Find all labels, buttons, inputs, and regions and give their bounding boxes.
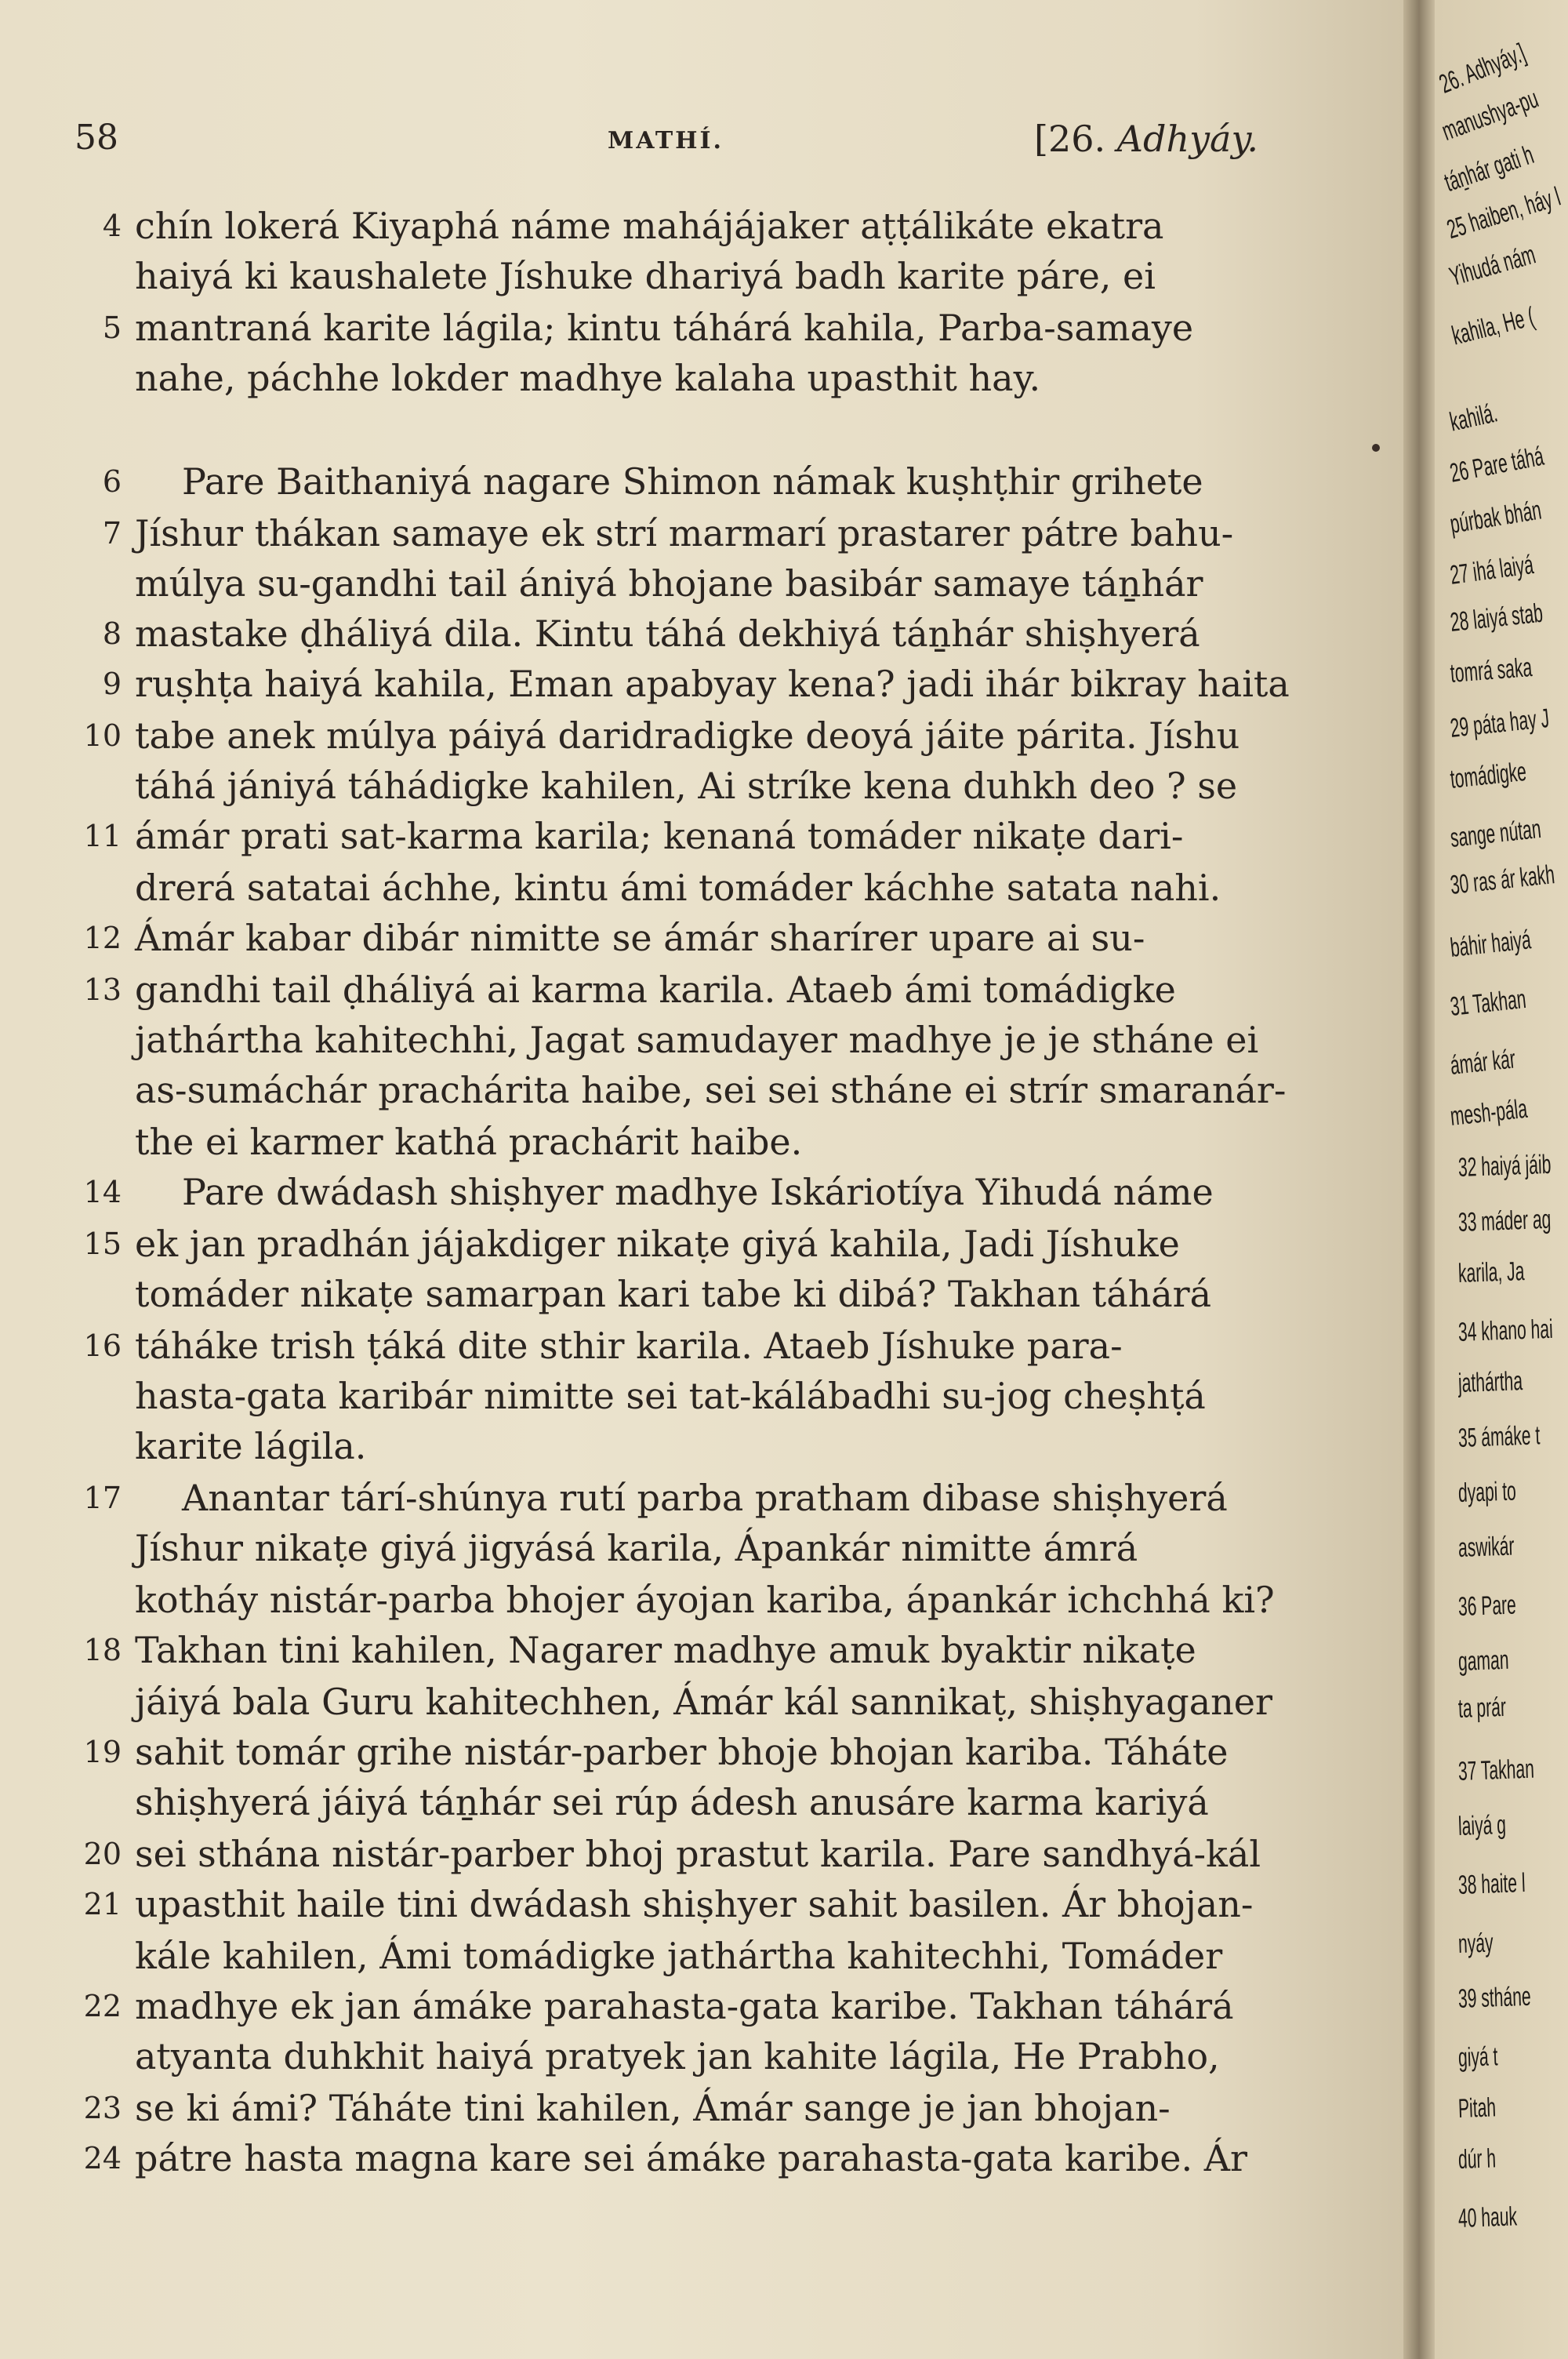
next-page-fragment: 35 ámáke t — [1457, 1420, 1541, 1453]
text-line: se ki ámi? Táháte tini kahilen, Ámár sange je jan bhojan- — [135, 2087, 1171, 2129]
next-page-fragment: 30 ras ár kakh — [1448, 860, 1556, 900]
next-page-fragment: laiyá g — [1457, 1809, 1507, 1841]
next-page-fragment: mesh-pála — [1448, 1093, 1529, 1132]
verse-number: 15 — [83, 1227, 122, 1261]
text-line: jathártha kahitechhi, Jagat samudayer madhye je je stháne ei — [135, 1019, 1259, 1061]
verse-number: 21 — [83, 1887, 122, 1921]
page-header — [74, 118, 1258, 165]
verse-number: 7 — [102, 516, 122, 551]
verse-number: 22 — [83, 1989, 122, 2023]
verse-number: 13 — [83, 972, 122, 1007]
verse-number: 18 — [83, 1633, 122, 1667]
next-page-fragment: 40 hauk — [1457, 2201, 1518, 2234]
next-page-fragment: 34 khano hai — [1457, 1314, 1554, 1347]
text-line: drerá satatai áchhe, kintu ámi tomáder káchhe satata nahi. — [135, 867, 1221, 909]
next-page-fragment: 33 máder ag — [1457, 1204, 1552, 1238]
next-page-fragment: 36 Pare — [1457, 1590, 1517, 1622]
text-line: sei sthána nistár-parber bhoj prastut karila. Pare sandhyá-kál — [135, 1833, 1261, 1875]
verse-number: 17 — [83, 1481, 122, 1515]
chapter-ref-prefix: [26. — [1034, 118, 1106, 160]
text-line: Pare Baithaniyá nagare Shimon námak kuṣhṭhir grihete — [182, 460, 1203, 503]
text-line: madhye ek jan ámáke parahasta-gata karibe. Takhan táhárá — [135, 1985, 1234, 2027]
next-page-fragment: Pitah — [1457, 2092, 1497, 2124]
text-line: Takhan tini kahilen, Nagarer madhye amuk byaktir nikaṭe — [135, 1629, 1196, 1671]
text-line: kále kahilen, Ámi tomádigke jathártha kahitechhi, Tomáder — [135, 1935, 1223, 1977]
text-line: ek jan pradhán jájakdiger nikaṭe giyá kahila, Jadi Jíshuke — [135, 1223, 1180, 1265]
next-page-fragment: dyapi to — [1457, 1476, 1517, 1508]
next-page-fragment: 25 haiben, háy l — [1443, 181, 1564, 245]
chapter-ref-word: Adhyáy. — [1116, 118, 1258, 160]
next-page-fragment: nyáy — [1457, 1928, 1494, 1959]
next-page-fragment: 26. Adhyáy.] — [1435, 38, 1530, 100]
text-line: táháke trish ṭáká dite sthir karila. Ataeb Jíshuke para- — [135, 1325, 1123, 1367]
text-line: as-sumáchár prachárita haibe, sei sei stháne ei strír smaranár- — [135, 1069, 1287, 1111]
verse-number: 10 — [83, 718, 122, 753]
next-page-fragment: kahila, He ( — [1449, 301, 1537, 351]
next-page-fragment: ámár kár — [1448, 1044, 1517, 1081]
next-page-fragment: giyá t — [1457, 2041, 1498, 2073]
next-page-fragment: púrbak bhán — [1447, 495, 1544, 540]
verse-number: 4 — [102, 209, 122, 243]
text-line: Anantar tárí-shúnya rutí parba pratham dibase shiṣhyerá — [182, 1477, 1228, 1519]
next-page-fragment: táṉhár gati h — [1440, 140, 1537, 198]
verse-number: 19 — [83, 1735, 122, 1769]
next-page-fragment: kahilá. — [1446, 398, 1501, 438]
next-page-fragment: tomádigke — [1448, 756, 1528, 794]
text-line: kotháy nistár-parba bhojer áyojan kariba, ápankár ichchhá ki? — [135, 1579, 1275, 1621]
verse-number: 16 — [83, 1329, 122, 1363]
next-page-fragment: báhir haiyá — [1448, 925, 1533, 963]
chapter-reference — [1034, 118, 1258, 160]
verse-number: 9 — [102, 667, 122, 701]
text-line: ámár prati sat-karma karila; kenaná tomáder nikaṭe dari- — [135, 815, 1184, 857]
text-line: shiṣhyerá jáiyá táṉhár sei rúp ádesh anusáre karma kariyá — [135, 1781, 1209, 1823]
text-line: nahe, páchhe lokder madhye kalaha upasthit hay. — [135, 357, 1041, 399]
book-page-right-edge — [1435, 0, 1568, 2359]
text-line: sahit tomár grihe nistár-parber bhoje bhojan kariba. Táháte — [135, 1731, 1229, 1773]
next-page-fragment: sange nútan — [1448, 813, 1543, 853]
text-line: Ámár kabar dibár nimitte se ámár sharírer upare ai su- — [135, 917, 1145, 959]
text-line: upasthit haile tini dwádash shiṣhyer sahit basilen. Ár bhojan- — [135, 1883, 1254, 1925]
next-page-fragment: jathártha — [1457, 1366, 1523, 1398]
verse-number: 23 — [83, 2091, 122, 2125]
next-page-fragment: 31 Takhan — [1448, 983, 1528, 1022]
running-title: MATHÍ. — [608, 127, 724, 154]
verse-number: 8 — [102, 616, 122, 651]
text-line: atyanta duhkhit haiyá pratyek jan kahite lágila, He Prabho, — [135, 2035, 1220, 2077]
text-line: tomáder nikaṭe samarpan kari tabe ki dibá? Takhan táhárá — [135, 1273, 1212, 1315]
text-line: pátre hasta magna kare sei ámáke parahasta-gata karibe. Ár — [135, 2137, 1247, 2179]
text-line: Jíshur nikaṭe giyá jigyásá karila, Ápankár nimitte ámrá — [135, 1527, 1138, 1569]
ink-speck — [1372, 444, 1380, 452]
next-page-fragment: ta prár — [1457, 1692, 1507, 1724]
next-page-fragment: karila, Ja — [1457, 1256, 1525, 1289]
text-line: táhá jániyá táhádigke kahilen, Ai stríke kena duhkh deo ? se — [135, 765, 1238, 807]
next-page-fragment: 37 Takhan — [1457, 1754, 1535, 1787]
next-page-fragment: dúr h — [1457, 2143, 1497, 2175]
verse-number: 20 — [83, 1837, 122, 1871]
next-page-fragment: 26 Pare táhá — [1447, 441, 1547, 489]
verse-number: 24 — [83, 2141, 122, 2175]
verse-number: 11 — [83, 819, 122, 853]
verse-number: 14 — [83, 1175, 122, 1209]
text-line: karite lágila. — [135, 1425, 367, 1467]
verse-number: 6 — [102, 464, 122, 499]
text-line: mantraná karite lágila; kintu táhárá kahila, Parba-samaye — [135, 307, 1194, 349]
text-line: Jíshur thákan samaye ek strí marmarí prastarer pátre bahu- — [135, 512, 1234, 554]
text-line: ruṣhṭa haiyá kahila, Eman apabyay kena? jadi ihár bikray haita — [135, 663, 1290, 705]
next-page-fragment: manushya-pu — [1438, 83, 1543, 147]
text-line: gandhi tail ḍháliyá ai karma karila. Ataeb ámi tomádigke — [135, 969, 1176, 1011]
text-line: chín lokerá Kiyaphá náme mahájájaker aṭṭálikáte ekatra — [135, 205, 1164, 247]
text-line: múlya su-gandhi tail ániyá bhojane basibár samaye táṉhár — [135, 562, 1203, 605]
next-page-fragment: 38 haite l — [1457, 1868, 1526, 1900]
text-line: tabe anek múlya páiyá daridradigke deoyá jáite párita. Jíshu — [135, 714, 1240, 757]
text-line: haiyá ki kaushalete Jíshuke dhariyá badh karite páre, ei — [135, 255, 1156, 297]
text-line: jáiyá bala Guru kahitechhen, Ámár kál sannikaṭ, shiṣhyaganer — [135, 1681, 1272, 1723]
text-line: mastake ḍháliyá dila. Kintu táhá dekhiyá táṉhár shiṣhyerá — [135, 612, 1200, 655]
next-page-fragment: Yihudá nám — [1446, 239, 1539, 293]
next-page-fragment: tomrá saka — [1449, 652, 1534, 689]
text-line: hasta-gata karibár nimitte sei tat-kálábadhi su-jog cheṣhṭá — [135, 1375, 1206, 1417]
next-page-fragment: 28 laiyá stab — [1448, 598, 1544, 638]
book-gutter — [1403, 0, 1435, 2359]
next-page-text — [1435, 0, 1568, 2359]
next-page-fragment: 39 stháne — [1457, 1981, 1532, 2014]
next-page-fragment: 27 ihá laiyá — [1448, 550, 1536, 591]
next-page-fragment: aswikár — [1457, 1531, 1515, 1563]
next-page-fragment: 32 haiyá jáib — [1457, 1149, 1552, 1183]
text-line: Pare dwádash shiṣhyer madhye Iskáriotíya Yihudá náme — [182, 1171, 1214, 1213]
page-number: 58 — [74, 118, 118, 158]
text-line: the ei karmer kathá prachárit haibe. — [135, 1121, 803, 1163]
next-page-fragment: 29 páta hay J — [1448, 703, 1551, 743]
verse-number: 12 — [83, 921, 122, 955]
next-page-fragment: gaman — [1457, 1645, 1510, 1677]
verse-number: 5 — [102, 311, 122, 345]
